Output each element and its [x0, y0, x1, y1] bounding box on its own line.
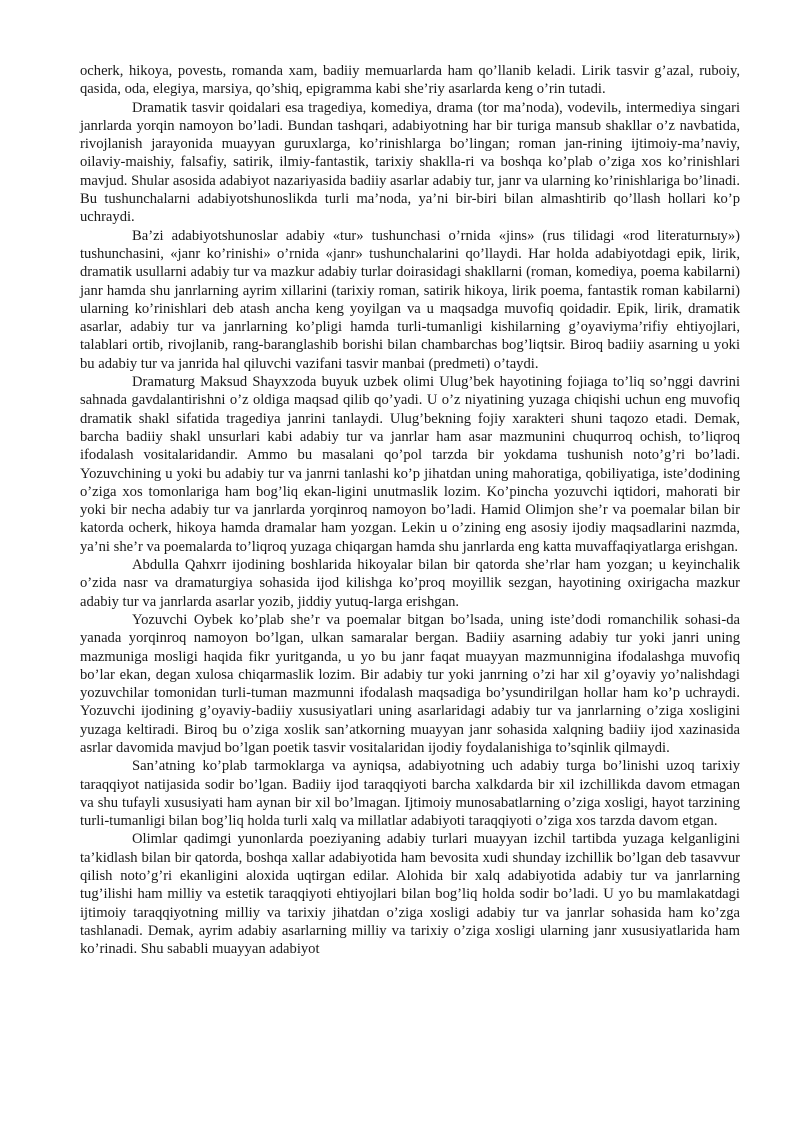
paragraph: San’atning ko’plab tarmoklarga va ayniqsa, adabiyotning uch adabiy turga bo’linishi uzoq tarixiy taraqqiyot natijasida sodir bo’lgan. Badiiy ijod taraqqiyoti barcha xalkdarda bir xil izchillikda davom etmagan va shu tufayli xususiyati ham aynan bir xil bo’lmagan. Ijtimoiy munosabatlarning o’ziga xosligi, hayot tarzining turli-tumanligi bilan bog’liq holda turli xalq va millatlar adabiyoti taraqqiyoti o’ziga xos tarzda davom etgan. — [80, 758, 740, 830]
paragraph: Ba’zi adabiyotshunoslar adabiy «tur» tushunchasi o’rnida «jins» (rus tilidagi «rod literaturnыy») tushunchasini, «janr ko’rinishi» o’rnida «janr» tushunchalarini qo’llaydi. Har holda adabiyotdagi epik, lirik, dramatik usullarni adabiy tur va mazkur adabiy turlar doirasidagi shakllarni (roman, komediya, poema kabilarni) janr hamda shu janrlarning ayrim xillarini (tarixiy roman, satirik hikoya, lirik poema, fantastik roman kabilarni) ularning ko’rinishlari deb atash ancha keng yoyilgan va u maqsadga muvofiq qoidadir. Epik, lirik, dramatik asarlar, adabiy tur va janrlarning ko’pligi hamda turli-tumanligi kishilarning g’oyaviyma’rifiy ehtiyojlari, talablari ortib, rivojlanib, rang-baranglashib borishi bilan chambarchas bog’liqtsir. Biroq badiiy asarning u yoki bu adabiy tur va janrida hal qiluvchi vazifani tasvir manbai (predmeti) o’taydi. — [80, 227, 740, 372]
paragraph: Abdulla Qahxrr ijodining boshlarida hikoyalar bilan bir qatorda she’rlar ham yozgan; u keyinchalik o’zida nasr va dramaturgiya sohasida ijod kilishga ko’proq moyillik sezgan, hayotining oxirigacha mazkur adabiy tur va janrlarda asarlar yozib, jiddiy yutuq-larga erishgan. — [80, 557, 740, 610]
paragraph: Dramatik tasvir qoidalari esa tragediya, komediya, drama (tor ma’noda), vodevilь, intermediya singari janrlarda yorqin namoyon bo’ladi. Bundan tashqari, adabiyotning har bir turiga mansub shakllar o’z navbatida, rivojlanish jarayonida muayyan guruxlarga, ko’rinishlarga bo’lingan; roman jan-rining ijtimoiy-ma’naviy, oilaviy-maishiy, falsafiy, satirik, ilmiy-fantastik, tarixiy shaklla-ri va boshqa ko’plab o’ziga xos ko’rinishlari mavjud. Shular asosida adabiyot nazariyasida badiiy asarlar adabiy tur, janr va ularning ko’rinishlariga bo’linadi. Bu tushunchalarni adabiyotshunoslikda turli ma’noda, ya’ni bir-biri bilan almashtirib qo’llash hollari ko’p uchraydi. — [80, 99, 740, 226]
paragraph: Yozuvchi Oybek ko’plab she’r va poemalar bitgan bo’lsada, uning iste’dodi romanchilik sohasi-da yanada yorqinroq namoyon bo’lgan, ulkan samaralar bergan. Badiiy asarning adabiy tur yoki janri uning mazmuniga mosligi haqida fikr yuritganda, u yo bu janr faqat muayyan mazmunnigina ifodalashga muvofiq bo’lar ekan, degan xulosa chiqarmaslik lozim. Bir adabiy tur yoki janrning o’zi har xil g’oyaviy yo’nalishdagi yozuvchilar tomonidan turli-tuman mazmunni ifodalash maqsadiga bo’ysundirilgan hollar ham ko’p uchraydi. Yozuvchi ijodining g’oyaviy-badiiy xususiyatlari uning asarlaridagi adabiy tur va janrlarning o’ziga xosligini yuzaga keltiradi. Biroq bu o’ziga xoslik san’atkorning muayyan janr sohasida xalqning badiiy ijod xazinasida asrlar davomida mavjud bo’lgan poetik tasvir vositalaridan ijodiy foydalanishiga to’sqinlik qilmaydi. — [80, 611, 740, 756]
paragraph: Dramaturg Maksud Shayxzoda buyuk uzbek olimi Ulug’bek hayotining fojiaga to’liq so’nggi davrini sahnada gavdalantirishni o’z oldiga maqsad qilib qo’yadi. U o’z niyatining yuzaga chiqishi uchun eng muvofiq dramatik shakl sifatida tragediya janrini tanlaydi. Ulug’bekning fojiy xarakteri shuni taqozo etadi. Demak, barcha badiiy shakl unsurlari kabi adabiy tur va janrlar ham asar mazmunini chuqurroq ochish, to’liqroq ifodalash vositalaridandir. Ammo bu masalani qo’pol tarzda bir yokdama tushunish noto’g’ri bo’ladi. Yozuvchining u yoki bu adabiy tur va janrni tanlashi ko’p jihatdan uning mahoratiga, qobiliyatiga, iste’dodining o’ziga xos tomonlariga ham bog’liq ekan-ligini unutmaslik lozim. Ko’pincha yozuvchi iqtidori, mahorati bir yoki bir necha adabiy tur va janrlarda yorqinroq namoyon bo’ladi. Hamid Olimjon she’r va poemalar bilan bir katorda ocherk, hikoya hamda dramalar ham yozgan. Lekin u o’zining eng asosiy ijodiy maqsadlarini nazmda, ya’ni she’r va poemalarda to’liqroq yuzaga chiqargan hamda shu janrlarda eng katta muvaffaqiyatlarga erishgan. — [80, 374, 740, 555]
paragraph: ocherk, hikoya, povestь, romanda xam, badiiy memuarlarda ham qo’llanib keladi. Lirik tasvir g’azal, ruboiy, qasida, oda, elegiya, marsiya, qo’shiq, epigramma kabi she’riy asarlarda keng o’rin tutadi. — [80, 63, 740, 98]
paragraph: Olimlar qadimgi yunonlarda poeziyaning adabiy turlari muayyan izchil tartibda yuzaga kelganligini ta’kidlash bilan bir qatorda, boshqa xallar adabiyotida ham bevosita xudi shunday izchillik bo’lgan deb tasavvur qilish noto’g’ri ekanligini aloxida uqtirgan edilar. Alohida bir xalq adabiyotida adabiy tur va janrlarning tug’ilishi ham milliy va estetik taraqqiyoti ehtiyojlari bilan bog’liq holda sodir bo’ladi. U yo bu mamlakatdagi ijtimoiy taraqqiyotning milliy va tarixiy jihatdan o’ziga xosligi adabiy tur va janrlar sohasida ham ko’zga tashlanadi. Demak, ayrim adabiy asarlarning milliy va tarixiy o’ziga xosligi ularning janr xususiyatlarida ham ko’rinadi. Shu sababli muayyan adabiyot — [80, 831, 740, 958]
